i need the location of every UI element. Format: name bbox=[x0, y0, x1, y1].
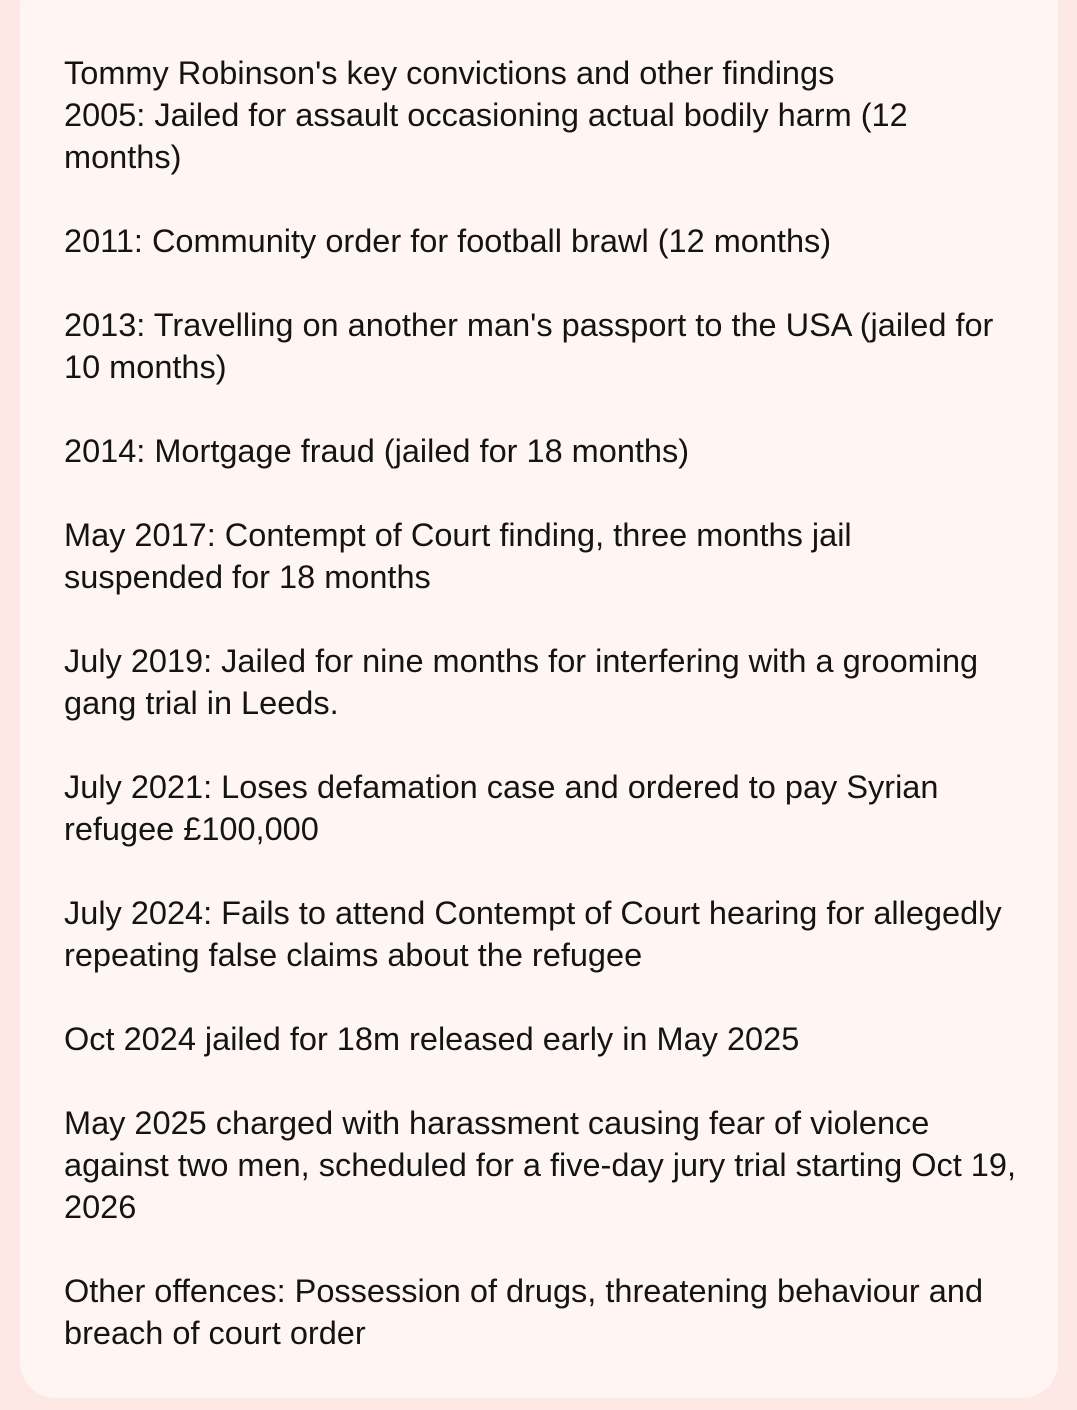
entry-may-2025: May 2025 charged with harassment causing fear of violence against two men, scheduled for a five-day jury trial starting Oct 19, 2026 bbox=[64, 1105, 1016, 1225]
entry-2013: 2013: Travelling on another man's passport to the USA (jailed for 10 months) bbox=[64, 307, 994, 385]
entry-2011: 2011: Community order for football brawl (12 months) bbox=[64, 223, 832, 259]
post-text-content bbox=[64, 52, 1018, 1354]
entry-2005: 2005: Jailed for assault occasioning actual bodily harm (12 months) bbox=[64, 97, 908, 175]
entry-july-2019: July 2019: Jailed for nine months for interfering with a grooming gang trial in Leeds. bbox=[64, 643, 979, 721]
entry-july-2024: July 2024: Fails to attend Contempt of Court hearing for allegedly repeating false claims about the refugee bbox=[64, 895, 1002, 973]
post-text-card bbox=[20, 0, 1058, 1398]
entry-other-offences: Other offences: Possession of drugs, threatening behaviour and breach of court order bbox=[64, 1273, 984, 1351]
entry-oct-2024: Oct 2024 jailed for 18m released early in May 2025 bbox=[64, 1021, 800, 1057]
entry-2014: 2014: Mortgage fraud (jailed for 18 months) bbox=[64, 433, 690, 469]
entry-july-2021: July 2021: Loses defamation case and ordered to pay Syrian refugee £100,000 bbox=[64, 769, 939, 847]
post-title: Tommy Robinson's key convictions and other findings bbox=[64, 55, 835, 91]
entry-may-2017: May 2017: Contempt of Court finding, three months jail suspended for 18 months bbox=[64, 517, 852, 595]
